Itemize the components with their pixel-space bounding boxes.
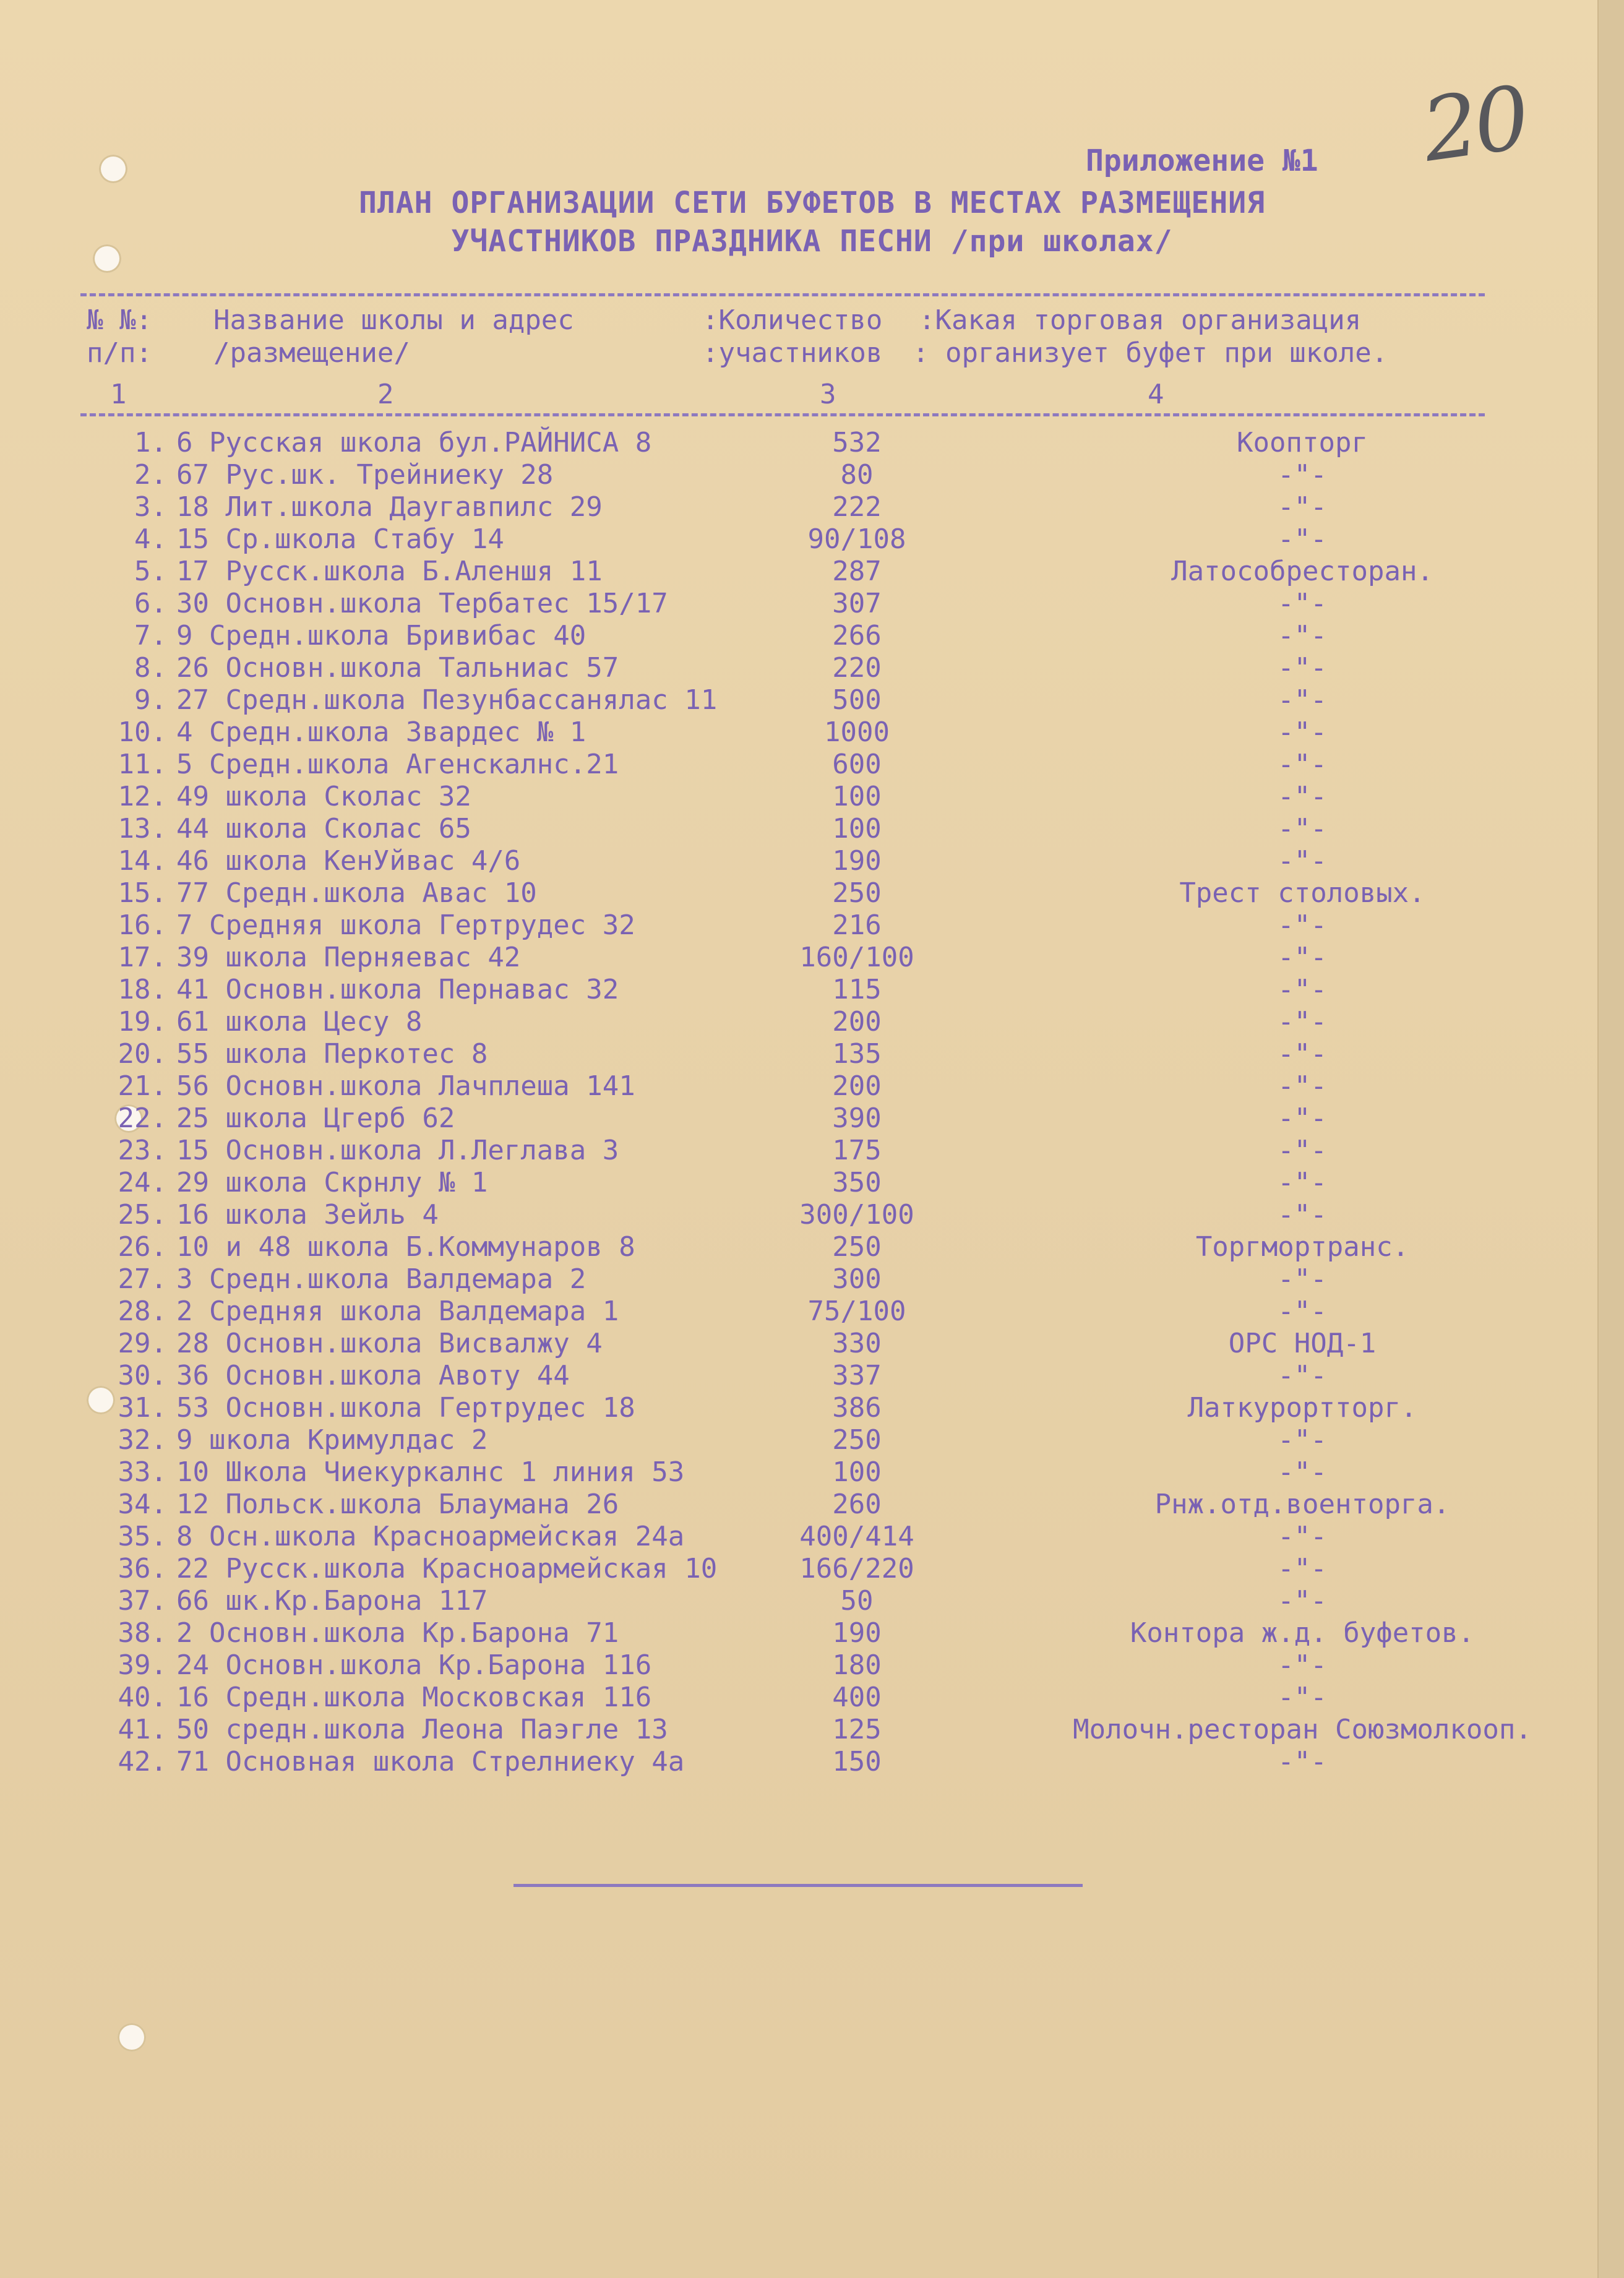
row-number: 36. [118,1553,167,1584]
participant-count: 100 [832,1456,882,1488]
header-no-2: п/п: [87,337,152,369]
participant-count: 115 [832,974,882,1005]
row-number: 20. [118,1038,167,1070]
end-rule [513,1884,1083,1887]
school-name-address: 18 Лит.школа Даугавпилс 29 [176,491,603,523]
table-row [93,845,1590,877]
school-name-address: 26 Основн.школа Тальниас 57 [176,652,619,684]
trade-organization: -"- [1278,1746,1327,1777]
participant-count: 190 [832,845,882,877]
row-number: 3. [134,491,167,523]
header-org-1: :Какая торговая организация [919,304,1362,336]
row-number: 4. [134,523,167,555]
school-name-address: 61 школа Цесу 8 [176,1006,423,1038]
participant-count: 300/100 [799,1199,914,1231]
header-count-2: :участников [702,337,883,369]
participant-count: 222 [832,491,882,523]
punch-hole [118,2023,146,2052]
table-row [93,1296,1590,1328]
participant-count: 1000 [824,716,890,748]
table-row [93,1682,1590,1714]
school-name-address: 25 школа Цгерб 62 [176,1102,455,1134]
school-name-address: 6 Русская школа бул.РАЙНИСА 8 [176,427,652,458]
school-name-address: 29 школа Скрнлу № 1 [176,1167,488,1198]
table-row [93,1328,1590,1360]
table-row [93,1070,1590,1102]
participant-count: 390 [832,1102,882,1134]
table-row [93,1167,1590,1199]
row-number: 39. [118,1649,167,1681]
trade-organization: -"- [1278,974,1327,1005]
row-number: 1. [134,427,167,458]
trade-organization: -"- [1278,1167,1327,1198]
participant-count: 160/100 [799,942,914,973]
table-row [93,1231,1590,1263]
row-number: 38. [118,1617,167,1649]
trade-organization: -"- [1278,652,1327,684]
participant-count: 150 [832,1746,882,1777]
table-row [93,1360,1590,1392]
participant-count: 386 [832,1392,882,1424]
trade-organization: Контора ж.д. буфетов. [1130,1617,1475,1649]
row-number: 9. [134,684,167,716]
table-row [93,1585,1590,1617]
trade-organization: -"- [1278,781,1327,812]
trade-organization: -"- [1278,716,1327,748]
row-number: 2. [134,459,167,491]
table-row [93,909,1590,942]
trade-organization: -"- [1278,684,1327,716]
trade-organization: -"- [1278,1199,1327,1231]
header-name-1: Название школы и адрес [213,304,574,336]
participant-count: 90/108 [807,523,906,555]
row-number: 25. [118,1199,167,1231]
column-number-4: 4 [1148,379,1164,410]
school-name-address: 55 школа Перкотес 8 [176,1038,488,1070]
row-number: 12. [118,781,167,812]
table-row [93,556,1590,588]
trade-organization: -"- [1278,1424,1327,1456]
header-no-1: № №: [87,304,152,336]
table-row [93,1135,1590,1167]
participant-count: 200 [832,1070,882,1102]
trade-organization: -"- [1278,942,1327,973]
school-name-address: 12 Польск.школа Блаумана 26 [176,1489,619,1520]
school-name-address: 10 Школа Чиекуркалнс 1 линия 53 [176,1456,685,1488]
school-name-address: 7 Средняя школа Гертрудес 32 [176,909,635,941]
participant-count: 50 [840,1585,874,1617]
trade-organization: -"- [1278,1360,1327,1391]
school-name-address: 15 Основн.школа Л.Леглава 3 [176,1135,619,1166]
school-name-address: 71 Основная школа Стрелниеку 4а [176,1746,685,1777]
trade-organization: -"- [1278,813,1327,845]
trade-organization: -"- [1278,1038,1327,1070]
table-row [93,1263,1590,1296]
row-number: 40. [118,1682,167,1713]
row-number: 5. [134,556,167,587]
school-name-address: 28 Основн.школа Висвалжу 4 [176,1328,603,1359]
trade-organization: -"- [1278,845,1327,877]
school-name-address: 44 школа Сколас 65 [176,813,471,845]
participant-count: 250 [832,877,882,909]
school-name-address: 36 Основн.школа Авоту 44 [176,1360,570,1391]
table-row [93,1424,1590,1456]
table-row [93,620,1590,652]
row-number: 42. [118,1746,167,1777]
trade-organization: -"- [1278,749,1327,780]
table-row [93,1746,1590,1778]
row-number: 13. [118,813,167,845]
trade-organization: -"- [1278,1263,1327,1295]
table-row [93,523,1590,556]
row-number: 16. [118,909,167,941]
trade-organization: -"- [1278,1070,1327,1102]
table-row [93,877,1590,909]
header-name-2: /размещение/ [213,337,410,369]
table-row [93,1199,1590,1231]
school-name-address: 16 школа Зейль 4 [176,1199,439,1231]
participant-count: 220 [832,652,882,684]
title-line-1: ПЛАН ОРГАНИЗАЦИИ СЕТИ БУФЕТОВ В МЕСТАХ РАЗМЕЩЕНИЯ [358,186,1266,220]
row-number: 23. [118,1135,167,1166]
participant-count: 200 [832,1006,882,1038]
participant-count: 250 [832,1424,882,1456]
row-number: 10. [118,716,167,748]
trade-organization: -"- [1278,1006,1327,1038]
trade-organization: -"- [1278,459,1327,491]
table-row [93,1489,1590,1521]
participant-count: 532 [832,427,882,458]
row-number: 11. [118,749,167,780]
school-name-address: 46 школа КенУйвас 4/6 [176,845,521,877]
school-name-address: 66 шк.Кр.Барона 117 [176,1585,488,1617]
table-row [93,1038,1590,1070]
participant-count: 190 [832,1617,882,1649]
school-name-address: 49 школа Сколас 32 [176,781,471,812]
table-row [93,652,1590,684]
trade-organization: -"- [1278,620,1327,651]
table-row [93,1006,1590,1038]
row-number: 19. [118,1006,167,1038]
school-name-address: 22 Русск.школа Красноармейская 10 [176,1553,718,1584]
table-row [93,716,1590,749]
participant-count: 400/414 [799,1521,914,1552]
participant-count: 330 [832,1328,882,1359]
row-number: 32. [118,1424,167,1456]
table-row [93,1392,1590,1424]
school-name-address: 10 и 48 школа Б.Коммунаров 8 [176,1231,635,1263]
trade-organization: Торгмортранс. [1195,1231,1409,1263]
school-name-address: 41 Основн.школа Пернавас 32 [176,974,619,1005]
school-name-address: 2 Средняя школа Валдемара 1 [176,1296,619,1327]
trade-organization: -"- [1278,523,1327,555]
participant-count: 166/220 [799,1553,914,1584]
school-name-address: 3 Средн.школа Валдемара 2 [176,1263,586,1295]
participant-count: 260 [832,1489,882,1520]
table-row [93,1649,1590,1682]
trade-organization: -"- [1278,1296,1327,1327]
table-row [93,942,1590,974]
title-line-2: УЧАСТНИКОВ ПРАЗДНИКА ПЕСНИ /при школах/ [451,224,1173,259]
trade-organization: Латособресторан. [1171,556,1433,587]
participant-count: 250 [832,1231,882,1263]
row-number: 7. [134,620,167,651]
table-row [93,1553,1590,1585]
table-row [93,1714,1590,1746]
trade-organization: -"- [1278,1649,1327,1681]
school-name-address: 8 Осн.школа Красноармейская 24а [176,1521,685,1552]
table-row [93,459,1590,491]
participant-count: 337 [832,1360,882,1391]
school-table [93,427,1590,1778]
participant-count: 500 [832,684,882,716]
school-name-address: 77 Средн.школа Авас 10 [176,877,537,909]
participant-count: 175 [832,1135,882,1166]
column-number-2: 2 [377,379,394,410]
punch-hole [99,155,127,183]
table-row [93,1102,1590,1135]
header-org-2: : организует буфет при школе. [913,337,1388,369]
school-name-address: 53 Основн.школа Гертрудес 18 [176,1392,635,1424]
trade-organization: Латкурортторг. [1187,1392,1417,1424]
school-name-address: 9 Средн.школа Бривибас 40 [176,620,586,651]
participant-count: 307 [832,588,882,619]
school-name-address: 30 Основн.школа Тербатес 15/17 [176,588,668,619]
trade-organization: -"- [1278,491,1327,523]
header-top-rule [80,293,1485,296]
participant-count: 75/100 [807,1296,906,1327]
row-number: 35. [118,1521,167,1552]
trade-organization: -"- [1278,909,1327,941]
column-number-1: 1 [110,379,127,410]
table-row [93,974,1590,1006]
trade-organization: Трест столовых. [1179,877,1425,909]
trade-organization: -"- [1278,588,1327,619]
participant-count: 80 [840,459,874,491]
folio-number: 20 [1416,67,1532,182]
table-row [93,1456,1590,1489]
school-name-address: 39 школа Перняевас 42 [176,942,521,973]
participant-count: 180 [832,1649,882,1681]
row-number: 21. [118,1070,167,1102]
school-name-address: 24 Основн.школа Кр.Барона 116 [176,1649,652,1681]
row-number: 8. [134,652,167,684]
school-name-address: 17 Русск.школа Б.Аленшя 11 [176,556,603,587]
table-row [93,427,1590,459]
participant-count: 125 [832,1714,882,1745]
trade-organization: Молочн.ресторан Союзмолкооп. [1073,1714,1532,1745]
participant-count: 600 [832,749,882,780]
trade-organization: ОРС НОД-1 [1228,1328,1377,1359]
school-name-address: 50 средн.школа Леона Паэгле 13 [176,1714,668,1745]
table-row [93,1521,1590,1553]
row-number: 31. [118,1392,167,1424]
row-number: 6. [134,588,167,619]
table-row [93,684,1590,716]
row-number: 22. [118,1102,167,1134]
row-number: 33. [118,1456,167,1488]
participant-count: 350 [832,1167,882,1198]
school-name-address: 16 Средн.школа Московская 116 [176,1682,652,1713]
trade-organization: -"- [1278,1682,1327,1713]
row-number: 37. [118,1585,167,1617]
row-number: 18. [118,974,167,1005]
trade-organization: -"- [1278,1456,1327,1488]
row-number: 17. [118,942,167,973]
header-bottom-rule [80,413,1485,416]
school-name-address: 5 Средн.школа Агенскалнс.21 [176,749,619,780]
trade-organization: Рнж.отд.военторга. [1154,1489,1450,1520]
participant-count: 287 [832,556,882,587]
school-name-address: 4 Средн.школа Звардес № 1 [176,716,586,748]
table-row [93,749,1590,781]
header-count-1: :Количество [702,304,883,336]
trade-organization: -"- [1278,1585,1327,1617]
school-name-address: 2 Основн.школа Кр.Барона 71 [176,1617,619,1649]
row-number: 41. [118,1714,167,1745]
trade-organization: -"- [1278,1553,1327,1584]
appendix-label: Приложение №1 [1086,144,1318,178]
row-number: 24. [118,1167,167,1198]
table-row [93,813,1590,845]
column-number-3: 3 [820,379,836,410]
row-number: 28. [118,1296,167,1327]
row-number: 27. [118,1263,167,1295]
participant-count: 266 [832,620,882,651]
school-name-address: 56 Основн.школа Лачплеша 141 [176,1070,635,1102]
table-row [93,491,1590,523]
trade-organization: -"- [1278,1521,1327,1552]
participant-count: 100 [832,781,882,812]
trade-organization: -"- [1278,1102,1327,1134]
participant-count: 400 [832,1682,882,1713]
row-number: 30. [118,1360,167,1391]
participant-count: 216 [832,909,882,941]
row-number: 26. [118,1231,167,1263]
row-number: 15. [118,877,167,909]
participant-count: 300 [832,1263,882,1295]
table-row [93,1617,1590,1649]
row-number: 29. [118,1328,167,1359]
trade-organization: Коопторг [1237,427,1368,458]
table-row [93,588,1590,620]
school-name-address: 15 Ср.школа Стабу 14 [176,523,504,555]
participant-count: 100 [832,813,882,845]
school-name-address: 9 школа Кримулдас 2 [176,1424,488,1456]
table-row [93,781,1590,813]
school-name-address: 67 Рус.шк. Трейниеку 28 [176,459,554,491]
trade-organization: -"- [1278,1135,1327,1166]
participant-count: 135 [832,1038,882,1070]
row-number: 34. [118,1489,167,1520]
school-name-address: 27 Средн.школа Пезунбассанялас 11 [176,684,718,716]
row-number: 14. [118,845,167,877]
